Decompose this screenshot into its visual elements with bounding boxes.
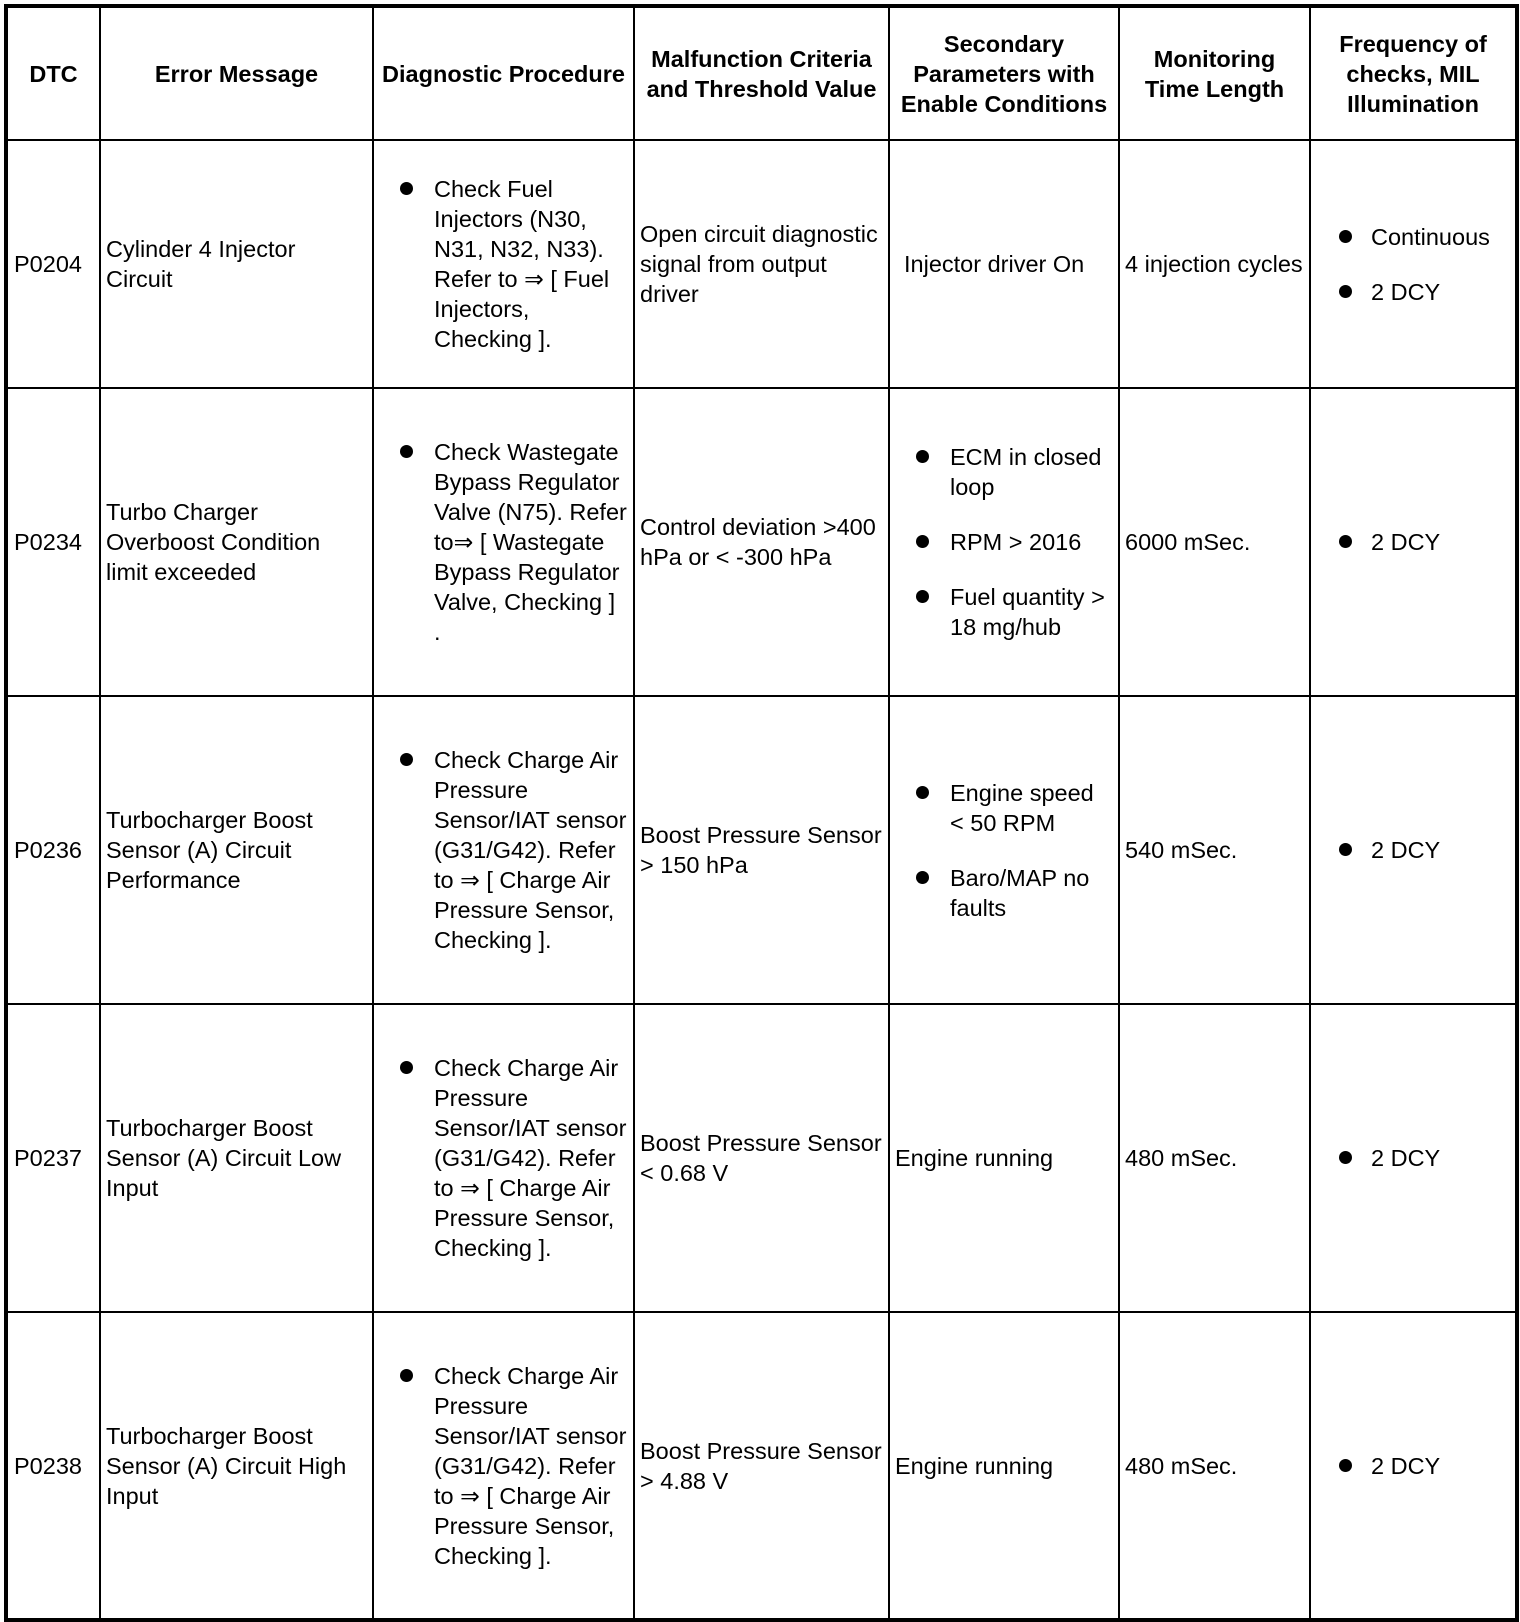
malfunction-criteria: Boost Pressure Sensor > 150 hPa: [634, 696, 889, 1004]
secondary-parameters: [889, 696, 1119, 1004]
dtc-code: P0236: [6, 696, 100, 1004]
list-item: [895, 778, 1113, 838]
secondary-text: Engine speed < 50 RPM: [950, 779, 1094, 836]
bullet-icon: [400, 1369, 413, 1382]
procedure-text: Check Charge Air Pressure Sensor/IAT sensor (G31/G42). Refer to ⇒ [ Charge Air Pressure Sensor, Checking ].: [434, 1362, 627, 1569]
list-item: [895, 442, 1113, 502]
bullet-icon: [1339, 1151, 1352, 1164]
list-item: [1316, 835, 1510, 865]
list-item: [1316, 222, 1510, 252]
frequency-text: 2 DCY: [1371, 1145, 1441, 1171]
diagnostic-procedure: [373, 388, 634, 696]
bullet-icon: [1339, 230, 1352, 243]
header-diagnostic-procedure: Diagnostic Procedure: [373, 6, 634, 140]
dtc-code: P0237: [6, 1004, 100, 1312]
bullet-icon: [1339, 535, 1352, 548]
header-malfunction-criteria: Malfunction Criteria and Threshold Value: [634, 6, 889, 140]
monitoring-time: 480 mSec.: [1119, 1312, 1310, 1620]
frequency-text: 2 DCY: [1371, 1452, 1441, 1479]
monitoring-time: 6000 mSec.: [1119, 388, 1310, 696]
list-item: [379, 1053, 628, 1263]
list-item: [379, 174, 628, 354]
diagnostic-procedure: [373, 1004, 634, 1312]
diagnostic-procedure: [373, 696, 634, 1004]
bullet-icon: [916, 450, 929, 463]
bullet-icon: [916, 871, 929, 884]
diagnostic-procedure: [373, 140, 634, 388]
header-frequency: Frequency of checks, MIL Illumination: [1310, 6, 1517, 140]
list-item: [1316, 1143, 1510, 1173]
frequency-text: 2 DCY: [1371, 529, 1441, 555]
bullet-icon: [1339, 285, 1352, 298]
dtc-code: P0204: [6, 140, 100, 388]
monitoring-time: 480 mSec.: [1119, 1004, 1310, 1312]
list-item: [895, 863, 1113, 923]
secondary-parameters: [889, 388, 1119, 696]
procedure-text: Check Charge Air Pressure Sensor/IAT sensor (G31/G42). Refer to ⇒ [ Charge Air Pressure Sensor, Checking ].: [434, 747, 627, 953]
frequency-text: 2 DCY: [1371, 837, 1441, 863]
secondary-text: RPM > 2016: [950, 529, 1082, 555]
bullet-icon: [916, 786, 929, 799]
bullet-icon: [400, 182, 413, 195]
list-item: [895, 527, 1113, 557]
list-item: [1316, 527, 1510, 557]
secondary-text: Fuel quantity > 18 mg/hub: [950, 584, 1105, 640]
malfunction-criteria: Control deviation >400 hPa or < -300 hPa: [634, 388, 889, 696]
dtc-code: P0234: [6, 388, 100, 696]
bullet-icon: [1339, 1459, 1352, 1472]
secondary-parameters: Injector driver On: [889, 140, 1119, 388]
secondary-text: ECM in closed loop: [950, 444, 1102, 500]
secondary-text: Baro/MAP no faults: [950, 864, 1090, 921]
frequency-text: 2 DCY: [1371, 278, 1441, 305]
table-row: [6, 1312, 1517, 1620]
secondary-parameters: Engine running: [889, 1312, 1119, 1620]
frequency-cell: [1310, 696, 1517, 1004]
list-item: [1316, 1451, 1510, 1481]
bullet-icon: [400, 753, 413, 766]
error-message: Turbocharger Boost Sensor (A) Circuit Performance: [100, 696, 373, 1004]
monitoring-time: 540 mSec.: [1119, 696, 1310, 1004]
frequency-cell: [1310, 1004, 1517, 1312]
dtc-code: P0238: [6, 1312, 100, 1620]
list-item: [379, 437, 628, 647]
error-message: Turbocharger Boost Sensor (A) Circuit High Input: [100, 1312, 373, 1620]
monitoring-time: 4 injection cycles: [1119, 140, 1310, 388]
bullet-icon: [400, 445, 413, 458]
table-row: [6, 1004, 1517, 1312]
procedure-text: Check Charge Air Pressure Sensor/IAT sensor (G31/G42). Refer to ⇒ [ Charge Air Pressure Sensor, Checking ].: [434, 1055, 627, 1261]
header-row: [6, 6, 1517, 140]
table-row: [6, 388, 1517, 696]
procedure-text: Check Fuel Injectors (N30, N31, N32, N33). Refer to ⇒ [ Fuel Injectors, Checking ].: [434, 176, 610, 352]
bullet-icon: [400, 1061, 413, 1074]
bullet-icon: [916, 535, 929, 548]
malfunction-criteria: Open circuit diagnostic signal from output driver: [634, 140, 889, 388]
table-row: [6, 140, 1517, 388]
list-item: [895, 582, 1113, 642]
bullet-icon: [1339, 843, 1352, 856]
error-message: Cylinder 4 Injector Circuit: [100, 140, 373, 388]
frequency-cell: [1310, 1312, 1517, 1620]
secondary-parameters: Engine running: [889, 1004, 1119, 1312]
header-dtc: DTC: [6, 6, 100, 140]
header-error-message: Error Message: [100, 6, 373, 140]
list-item: [1316, 277, 1510, 307]
list-item: [379, 745, 628, 955]
frequency-cell: [1310, 388, 1517, 696]
header-monitoring-time: Monitoring Time Length: [1119, 6, 1310, 140]
frequency-cell: [1310, 140, 1517, 388]
malfunction-criteria: Boost Pressure Sensor < 0.68 V: [634, 1004, 889, 1312]
malfunction-criteria: Boost Pressure Sensor > 4.88 V: [634, 1312, 889, 1620]
dtc-table: [4, 4, 1519, 1622]
diagnostic-procedure: [373, 1312, 634, 1620]
error-message: Turbocharger Boost Sensor (A) Circuit Low Input: [100, 1004, 373, 1312]
bullet-icon: [916, 590, 929, 603]
error-message: Turbo Charger Overboost Condition limit exceeded: [100, 388, 373, 696]
procedure-text: Check Wastegate Bypass Regulator Valve (N75). Refer to⇒ [ Wastegate Bypass Regulator Valve, Checking ] .: [434, 439, 627, 645]
list-item: [379, 1361, 628, 1571]
header-secondary-parameters: Secondary Parameters with Enable Conditions: [889, 6, 1119, 140]
table-row: [6, 696, 1517, 1004]
frequency-text: Continuous: [1371, 223, 1490, 250]
